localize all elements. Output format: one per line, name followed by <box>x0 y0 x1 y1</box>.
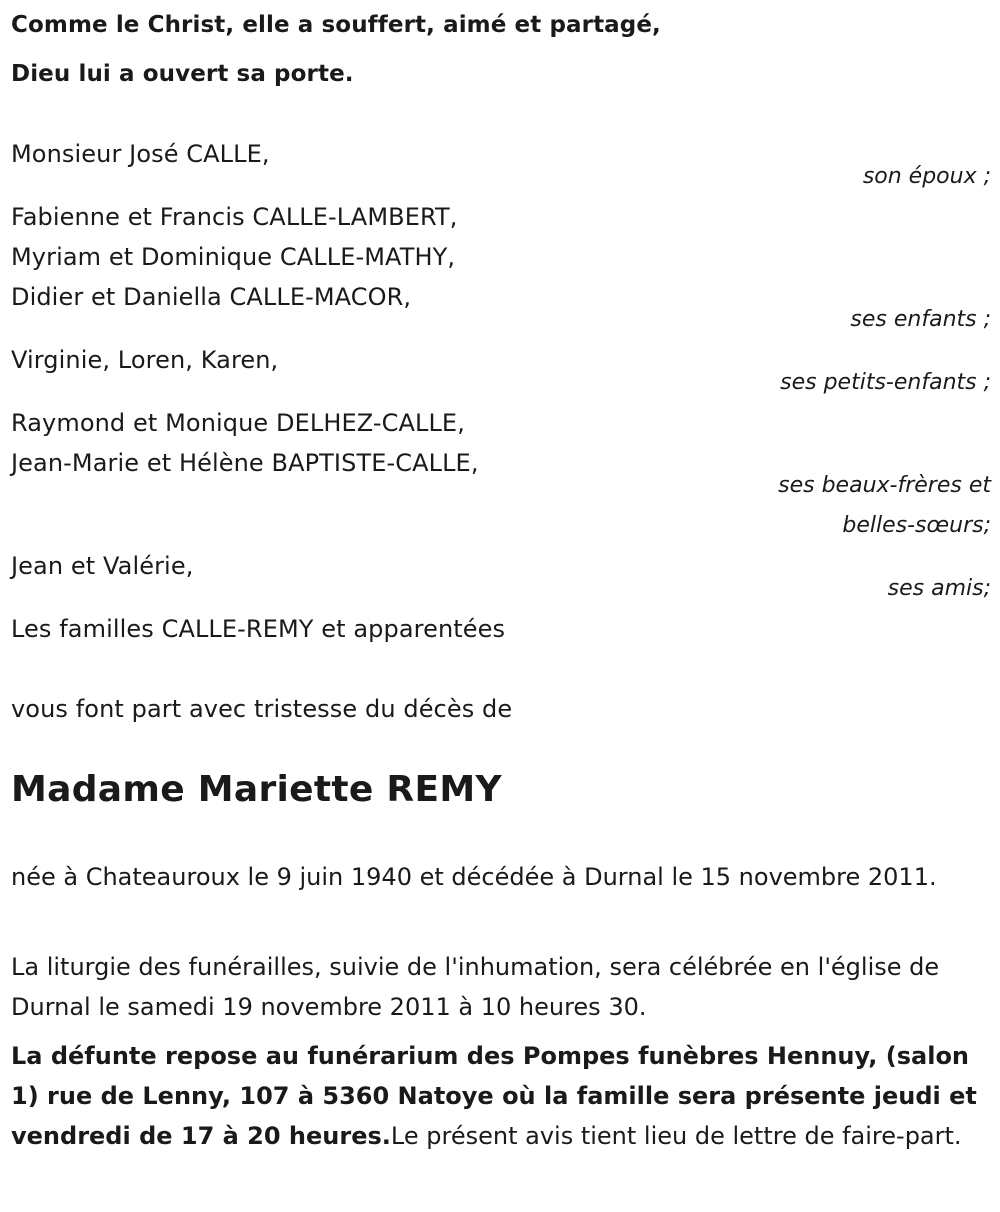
liturgy-paragraph: La liturgie des funérailles, suivie de l'inhumation, sera célébrée en l'église de Durnal le samedi 19 novembre 2011 à 10 heures 30. <box>11 953 940 1021</box>
child-name-2: Myriam et Dominique CALLE-MATHY, <box>11 243 456 271</box>
repose-bold-text: La défunte repose au funérarium des Pompes funèbres Hennuy, (salon 1) rue de Lenny, 107 à 5360 Natoye où la famille sera présente jeudi et vendredi de 17 à 20 heures. <box>11 1042 977 1150</box>
in-laws-role-line-2: belles-sœurs; <box>842 513 991 538</box>
in-laws-role-line-1: ses beaux-frères et <box>778 473 991 498</box>
repose-regular-text: Le présent avis tient lieu de lettre de faire-part. <box>390 1122 962 1150</box>
spouse-role: son époux ; <box>862 164 991 189</box>
deceased-name: Madame Mariette REMY <box>11 769 502 810</box>
friends-names: Jean et Valérie, <box>11 552 194 580</box>
repose-paragraph <box>11 1036 986 1156</box>
spouse-name: Monsieur José CALLE, <box>11 140 270 168</box>
child-name-3: Didier et Daniella CALLE-MACOR, <box>11 283 412 311</box>
friends-role: ses amis; <box>887 576 991 601</box>
families-line: Les familles CALLE-REMY et apparentées <box>11 615 506 643</box>
epigraph-line-1: Comme le Christ, elle a souffert, aimé et partagé, <box>11 12 661 38</box>
grandchildren-role: ses petits-enfants ; <box>780 370 991 395</box>
announcement-line: vous font part avec tristesse du décès de <box>11 695 513 723</box>
birth-death-paragraph: née à Chateauroux le 9 juin 1940 et décédée à Durnal le 15 novembre 2011. <box>11 863 937 891</box>
grandchildren-names: Virginie, Loren, Karen, <box>11 346 279 374</box>
in-law-name-2: Jean-Marie et Hélène BAPTISTE-CALLE, <box>11 449 479 477</box>
obituary-notice <box>11 0 991 1212</box>
children-role: ses enfants ; <box>850 307 991 332</box>
child-name-1: Fabienne et Francis CALLE-LAMBERT, <box>11 203 458 231</box>
epigraph-line-2: Dieu lui a ouvert sa porte. <box>11 61 354 87</box>
in-law-name-1: Raymond et Monique DELHEZ-CALLE, <box>11 409 465 437</box>
